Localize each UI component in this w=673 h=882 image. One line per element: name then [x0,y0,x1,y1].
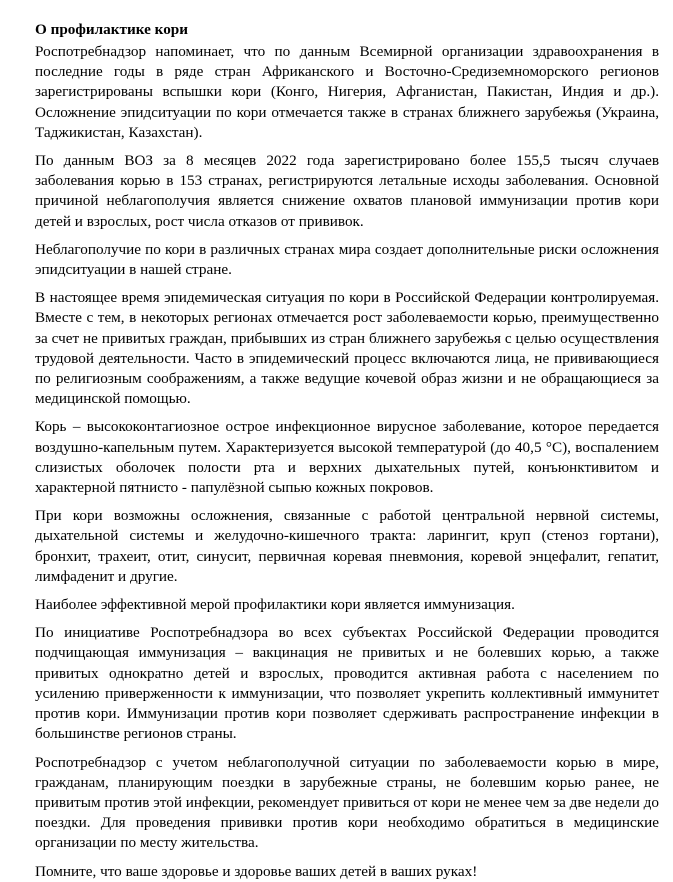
paragraph-outbreaks: Роспотребнадзор напоминает, что по данным Всемирной организации здравоохранения в последние годы в ряде стран Африканского и Восточно-Средиземноморского регионов зарегистрированы вспышки кори (Конго, Нигерия, Афганистан, Пакистан, Индия и др.). Осложнение эпидситуации по кори отмечается также в странах ближнего зарубежья (Украина, Таджикистан, Казахстан). [35,43,659,141]
document-title: О профилактике кори [35,21,188,38]
paragraph-immunization-measure: Наиболее эффективной мерой профилактики кори является иммунизация. [35,596,515,614]
paragraph-who-statistics: По данным ВОЗ за 8 месяцев 2022 года зарегистрировано более 155,5 тысяч случаев заболевания корью в 153 странах, регистрируются летальные исходы заболевания. Основной причиной неблагополучия является снижение охватов плановой иммунизации против кори детей и взрослых, рост числа отказов от прививок. [35,152,659,230]
paragraph-complications: При кори возможны осложнения, связанные с работой центральной нервной системы, дыхательной системы и желудочно-кишечного тракта: ларингит, круп (стеноз гортани), бронхит, трахеит, отит, синусит, первичная коревая пневмония, коревой энцефалит, гепатит, лимфаденит и другие. [35,507,659,585]
paragraph-russia-situation: В настоящее время эпидемическая ситуация по кори в Российской Федерации контролируемая. Вместе с тем, в некоторых регионах отмечается рост заболеваемости корью, преимущественно за счет не привитых граждан, прибывших из стран ближнего зарубежья с целью осуществления трудовой деятельности. Часто в эпидемический процесс включаются лица, не прививающиеся по религиозным соображениям, а также ведущие кочевой образ жизни и не обращающиеся за медицинской помощью. [35,289,659,408]
paragraph-closing: Помните, что ваше здоровье и здоровье ваших детей в ваших руках! [35,862,478,880]
paragraph-risks: Неблагополучие по кори в различных странах мира создает дополнительные риски осложнения эпидситуации в нашей стране. [35,240,659,279]
paragraph-disease-description: Корь – высококонтагиозное острое инфекционное вирусное заболевание, которое передается воздушно-капельным путем. Характеризуется высокой температурой (до 40,5 °С), воспалением слизистых оболочек полости рта и верхних дыхательных путей, конъюнктивитом и характерной пятнисто - папулёзной сыпью кожных покровов. [35,418,659,497]
document-page [35,20,659,882]
paragraph-travel-recommendation: Роспотребнадзор с учетом неблагополучной ситуации по заболеваемости корью в мире, гражданам, планирующим поездки в зарубежные страны, не болевшим корью ранее, не привитым против этой инфекции, рекомендует привиться от кори не менее чем за две недели до поездки. Для проведения прививки против кори необходимо обратиться в медицинские организации по месту жительства. [35,753,659,852]
paragraph-immunization-initiative: По инициативе Роспотребнадзора во всех субъектах Российской Федерации проводится подчищающая иммунизация – вакцинация не привитых и не болевших корью, а также привитых однократно детей и взрослых, проводится активная работа с населением по усилению приверженности к иммунизации, что позволяет укрепить коллективный иммунитет против кори. Иммунизации против кори позволяет сдерживать распространение инфекции в большинстве регионов страны. [35,624,659,743]
